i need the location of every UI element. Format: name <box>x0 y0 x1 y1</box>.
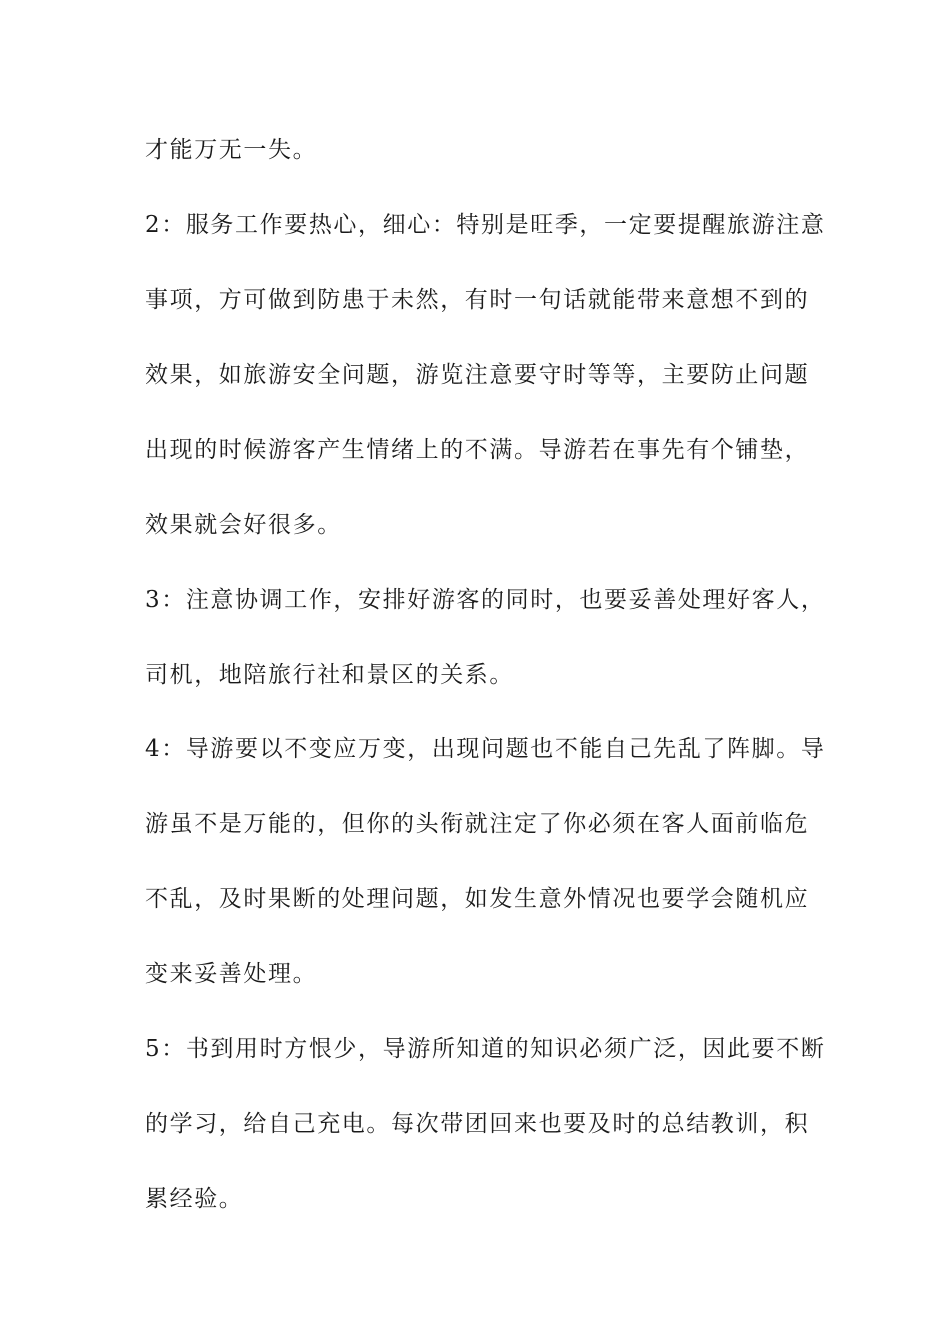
text-line: 游虽不是万能的，但你的头衔就注定了你必须在客人面前临危 <box>145 811 810 837</box>
text-line: 效果就会好很多。 <box>145 512 342 538</box>
text-line: 5：书到用时方恨少，导游所知道的知识必须广泛，因此要不断 <box>145 1036 826 1062</box>
text-line: 司机，地陪旅行社和景区的关系。 <box>145 662 514 688</box>
text-line: 才能万无一失。 <box>145 137 318 163</box>
text-line: 累经验。 <box>145 1186 244 1212</box>
text-line: 4：导游要以不变应万变，出现问题也不能自己先乱了阵脚。导 <box>145 736 826 762</box>
text-line: 事项，方可做到防患于未然，有时一句话就能带来意想不到的 <box>145 287 810 313</box>
text-line: 变来妥善处理。 <box>145 961 318 987</box>
text-line: 效果，如旅游安全问题，游览注意要守时等等，主要防止问题 <box>145 362 810 388</box>
text-line: 出现的时候游客产生情绪上的不满。导游若在事先有个铺垫， <box>145 437 810 463</box>
text-line: 不乱，及时果断的处理问题，如发生意外情况也要学会随机应 <box>145 886 810 912</box>
text-line: 2：服务工作要热心，细心：特别是旺季，一定要提醒旅游注意 <box>145 212 826 238</box>
text-line: 的学习，给自己充电。每次带团回来也要及时的总结教训，积 <box>145 1111 810 1137</box>
text-line: 3：注意协调工作，安排好游客的同时，也要妥善处理好客人， <box>145 587 826 613</box>
